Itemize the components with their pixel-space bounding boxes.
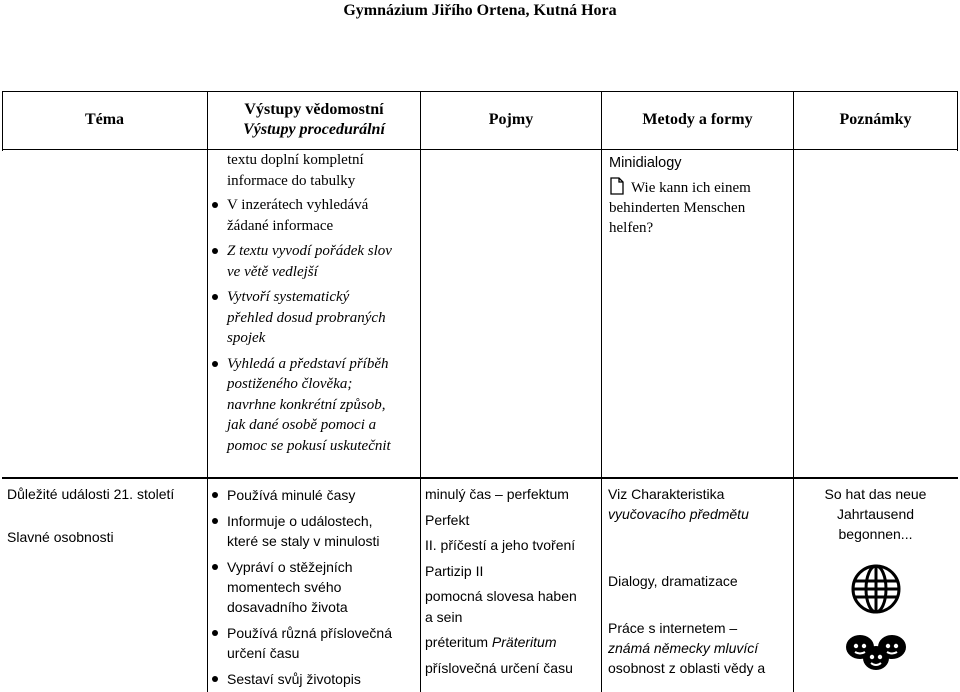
list-item (208, 669, 420, 689)
poznamka: Jahrtausend (836, 506, 915, 522)
list-item-line: Vyhledá a představí příběh (227, 355, 389, 372)
bullet (212, 564, 218, 570)
list-item-line: momentech svého (227, 579, 342, 595)
header-poznamky: Poznámky (839, 111, 912, 128)
list-item-line: jak dané osobě pomoci a (227, 417, 377, 433)
list-item-line: které se staly v minulosti (227, 533, 380, 549)
header-vystupy-vedomostni: Výstupy vědomostní (244, 101, 384, 118)
globe-icon (850, 563, 902, 615)
metody-doc-line: behinderten Menschen (609, 200, 746, 216)
list-item-line: Vypráví o stěžejních (227, 559, 353, 575)
metody-minidialogy: Minidialogy (609, 155, 682, 171)
metoda: vyučovacího předmětu (608, 506, 749, 522)
bullet (212, 676, 218, 682)
row1-intro-line: informace do tabulky (227, 172, 356, 189)
document-title: Gymnázium Jiřího Ortena, Kutná Hora (343, 2, 617, 19)
row2-tema (7, 484, 205, 547)
metoda: Práce s internetem – (608, 620, 738, 636)
row2-metody (608, 484, 793, 678)
list-item-line: pomoc se pokusí uskutečnit (227, 437, 391, 454)
list-item-line: Sestaví svůj životopis (227, 671, 361, 687)
bullet (212, 630, 218, 636)
bullet (212, 202, 218, 208)
pojem: Perfekt (425, 511, 470, 528)
list-item-line: žádané informace (227, 217, 334, 234)
row2-poznamky (794, 484, 957, 544)
bullet (212, 248, 218, 254)
metody-doc-line (609, 177, 793, 198)
group-chat-icon (845, 630, 907, 674)
list-item (208, 511, 420, 551)
table-right-border (957, 91, 958, 151)
column-divider-4 (793, 91, 794, 692)
metody-doc-text: Wie kann ich einem (631, 180, 751, 196)
row-separator (2, 477, 958, 479)
metoda: známá německy mluvící (608, 640, 759, 656)
tema-item: Slavné osobnosti (7, 528, 114, 545)
poznamka: So hat das neue (824, 486, 927, 502)
list-item (208, 557, 420, 617)
metoda: Dialogy, dramatizace (608, 573, 738, 589)
list-item-line: V inzerátech vyhledává (227, 197, 369, 213)
metody-doc-line: helfen? (609, 220, 654, 236)
list-item (208, 287, 420, 349)
pojem: a sein (425, 608, 463, 625)
list-item-line: Používá různá příslovečná (227, 625, 392, 641)
document-icon (609, 177, 625, 195)
header-tema: Téma (84, 111, 125, 128)
list-item (208, 623, 420, 663)
column-divider-3 (601, 91, 602, 692)
list-item-line: spojek (227, 330, 266, 346)
tema-item: Důležité události 21. století (7, 486, 175, 502)
row1-metody (609, 153, 793, 238)
metoda: Viz Charakteristika (608, 486, 725, 502)
list-item-line: dosavadního života (227, 599, 348, 615)
metody-doc (609, 177, 793, 238)
bullet (212, 492, 218, 498)
pojem-text: préteritum (425, 634, 492, 650)
list-item-line: ve větě vedlejší (227, 263, 318, 280)
list-item-line: navrhne konkrétní způsob, (227, 396, 386, 413)
pojem (425, 632, 601, 653)
list-item-line: určení času (227, 645, 300, 661)
pojem: II. příčestí a jeho tvoření (425, 537, 576, 553)
pojem: minulý čas – perfektum (425, 486, 569, 502)
header-vystupy-proceduralni: Výstupy procedurální (243, 121, 385, 138)
row2-pojmy (425, 484, 601, 678)
header-pojmy: Pojmy (488, 111, 534, 128)
header-metody: Metody a formy (642, 111, 753, 128)
row1-intro (208, 150, 420, 191)
list-item-line: Používá minulé časy (227, 487, 356, 503)
list-item (208, 195, 420, 236)
list-item (208, 354, 420, 457)
list-item-line: Vytvoří systematický (227, 289, 350, 305)
bullet (212, 361, 218, 367)
row1-vystupy (208, 150, 420, 461)
header-vystupy (208, 92, 420, 148)
poznamka: begonnen... (838, 526, 913, 542)
list-item-line: Z textu vyvodí pořádek slov (227, 243, 392, 259)
bullet (212, 518, 218, 524)
list-item (208, 241, 420, 282)
pojem: Partizip II (425, 562, 484, 579)
column-divider-2 (420, 91, 421, 692)
list-item-line: Informuje o událostech, (227, 513, 373, 529)
pojem-text-italic: Präteritum (491, 634, 557, 650)
pojem: pomocná slovesa haben (425, 588, 577, 604)
list-item (208, 485, 420, 505)
pojem: příslovečná určení času (425, 659, 573, 676)
list-item-line: postiženého člověka; (227, 376, 353, 392)
bullet (212, 294, 218, 300)
list-item-line: přehled dosud probraných (227, 309, 386, 326)
row1-intro-line: textu doplní kompletní (227, 152, 364, 168)
row2-vystupy (208, 485, 420, 689)
header-bottom-border (2, 149, 958, 150)
metoda: osobnost z oblasti vědy a (608, 660, 766, 676)
